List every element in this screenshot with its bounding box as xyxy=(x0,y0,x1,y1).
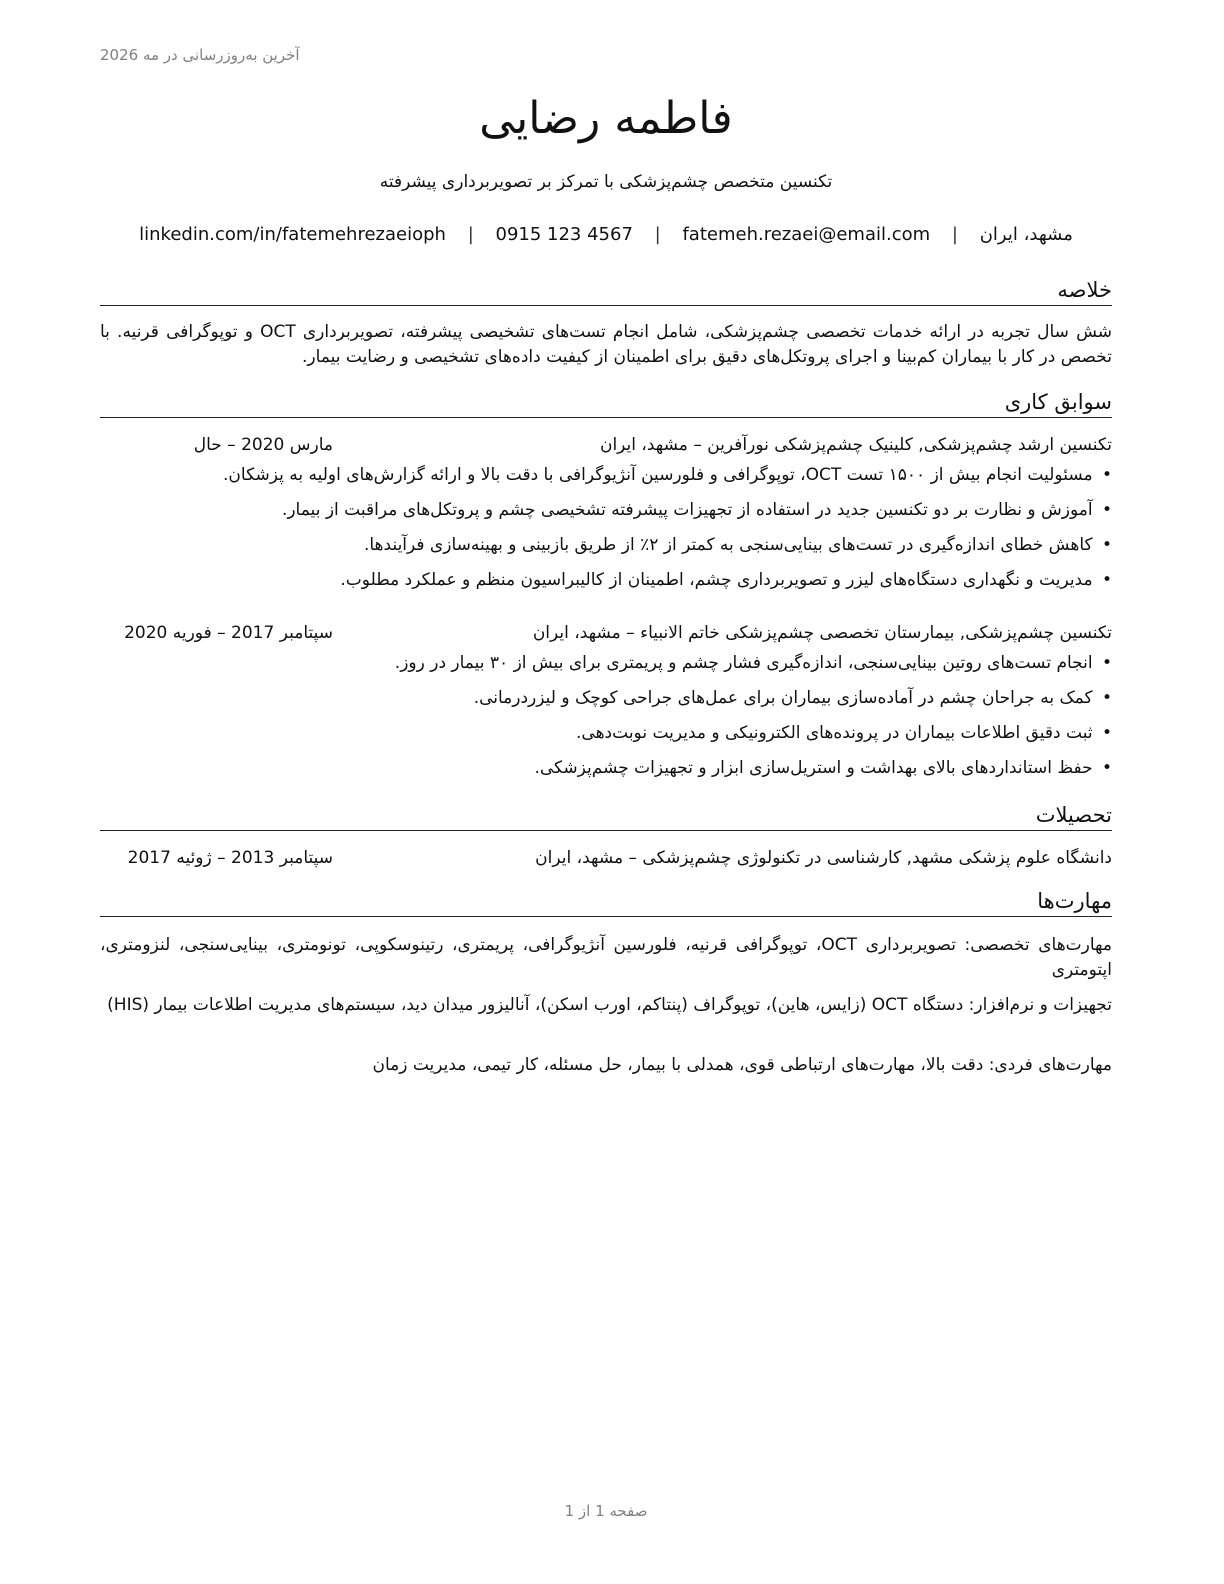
bullet-icon: • xyxy=(1101,653,1112,673)
contact-location: مشهد، ایران xyxy=(979,224,1073,245)
job-dates: مارس 2020 – حال xyxy=(193,435,333,455)
skills-personal: مهارت‌های فردی: دقت بالا، مهارت‌های ارتباطی قوی، همدلی با بیمار، حل مسئله، کار تیمی، مدیریت زمان xyxy=(372,1055,1112,1075)
contact-email[interactable]: fatemeh.rezaei@email.com xyxy=(682,224,931,245)
bullet-icon: • xyxy=(1101,688,1112,708)
contact-line xyxy=(100,222,1112,248)
job-header xyxy=(100,432,1112,458)
contact-separator: | xyxy=(467,224,474,245)
bullet-icon: • xyxy=(1101,500,1112,520)
list-item: • انجام تست‌های روتین بینایی‌سنجی، اندازه‌گیری فشار چشم و پریمتری برای بیش از ۳۰ بیمار در روز. xyxy=(100,651,1112,676)
job-title: تکنسین ارشد چشم‌پزشکی, کلینیک چشم‌پزشکی نورآفرین – مشهد، ایران xyxy=(599,435,1112,455)
skills-equipment: تجهیزات و نرم‌افزار: دستگاه OCT (زایس، هاین)، توپوگراف (پنتاکم، اورب اسکن)، آنالیزور میدان دید، سیستم‌های مدیریت اطلاعات بیمار (HIS) xyxy=(107,995,1112,1015)
list-item: • مدیریت و نگهداری دستگاه‌های لیزر و تصویربرداری چشم، اطمینان از کالیبراسیون منظم و عملکرد مطلوب. xyxy=(100,568,1112,593)
job-bullets xyxy=(100,463,1112,603)
list-item: • مسئولیت انجام بیش از ۱۵۰۰ تست OCT، توپوگرافی و فلورسین آنژیوگرافی با دقت بالا و ارائه گزارش‌های اولیه به پزشکان. xyxy=(100,463,1112,488)
education-dates: سپتامبر 2013 – ژوئیه 2017 xyxy=(127,848,333,868)
bullet-icon: • xyxy=(1101,570,1112,590)
section-heading-skills: مهارت‌ها xyxy=(100,887,1112,917)
resume-page xyxy=(100,0,1112,1584)
section-heading-experience: سوابق کاری xyxy=(100,388,1112,418)
job-bullets xyxy=(100,651,1112,791)
education-entry xyxy=(100,845,1112,871)
section-heading-education: تحصیلات xyxy=(100,801,1112,831)
list-item: • کمک به جراحان چشم در آماده‌سازی بیماران برای عمل‌های جراحی کوچک و لیزردرمانی. xyxy=(100,686,1112,711)
bullet-icon: • xyxy=(1101,465,1112,485)
education-title: دانشگاه علوم پزشکی مشهد, کارشناسی در تکنولوژی چشم‌پزشکی – مشهد، ایران xyxy=(535,848,1112,868)
list-item: • آموزش و نظارت بر دو تکنسین جدید در استفاده از تجهیزات پیشرفته تشخیصی چشم و پروتکل‌های مراقبت از بیمار. xyxy=(100,498,1112,523)
contact-linkedin[interactable]: linkedin.com/in/fatemehrezaeioph xyxy=(139,224,446,245)
last-updated-note: آخرین به‌روزرسانی در مه 2026 xyxy=(100,46,300,64)
page-number: صفحه 1 از 1 xyxy=(564,1502,648,1520)
job-header xyxy=(100,620,1112,646)
bullet-icon: • xyxy=(1101,535,1112,555)
contact-phone: 0915 123 4567 xyxy=(495,224,633,245)
list-item: • کاهش خطای اندازه‌گیری در تست‌های بینایی‌سنجی به کمتر از ۲٪ از طریق بازبینی و بهینه‌سازی فرآیندها. xyxy=(100,533,1112,558)
list-item: • حفظ استانداردهای بالای بهداشت و استریل‌سازی ابزار و تجهیزات چشم‌پزشکی. xyxy=(100,756,1112,781)
candidate-tagline: تکنسین متخصص چشم‌پزشکی با تمرکز بر تصویربرداری پیشرفته xyxy=(379,172,833,192)
job-title: تکنسین چشم‌پزشکی, بیمارستان تخصصی چشم‌پزشکی خاتم الانبیاء – مشهد، ایران xyxy=(532,623,1112,643)
bullet-icon: • xyxy=(1101,758,1112,778)
job-dates: سپتامبر 2017 – فوریه 2020 xyxy=(124,623,333,643)
contact-separator: | xyxy=(951,224,958,245)
list-item: • ثبت دقیق اطلاعات بیماران در پرونده‌های الکترونیکی و مدیریت نوبت‌دهی. xyxy=(100,721,1112,746)
contact-separator: | xyxy=(654,224,661,245)
candidate-name: فاطمه رضایی xyxy=(479,93,733,144)
summary-text: شش سال تجربه در ارائه خدمات تخصصی چشم‌پزشکی، شامل انجام تست‌های تشخیصی پیشرفته، تصویربرداری OCT و توپوگرافی قرنیه. با تخصص در کار با بیماران کم‌بینا و اجرای پروتکل‌های دقیق برای اطمینان از کیفیت داده‌های تشخیصی و رضایت بیمار. xyxy=(100,322,1112,367)
bullet-icon: • xyxy=(1101,723,1112,743)
skills-specialized: مهارت‌های تخصصی: تصویربرداری OCT، توپوگرافی قرنیه، فلورسین آنژیوگرافی، پریمتری، رتینوسکوپی، تونومتری، بینایی‌سنجی، لنزومتری، اپتومتری xyxy=(100,935,1113,980)
section-heading-summary: خلاصه xyxy=(100,276,1112,306)
